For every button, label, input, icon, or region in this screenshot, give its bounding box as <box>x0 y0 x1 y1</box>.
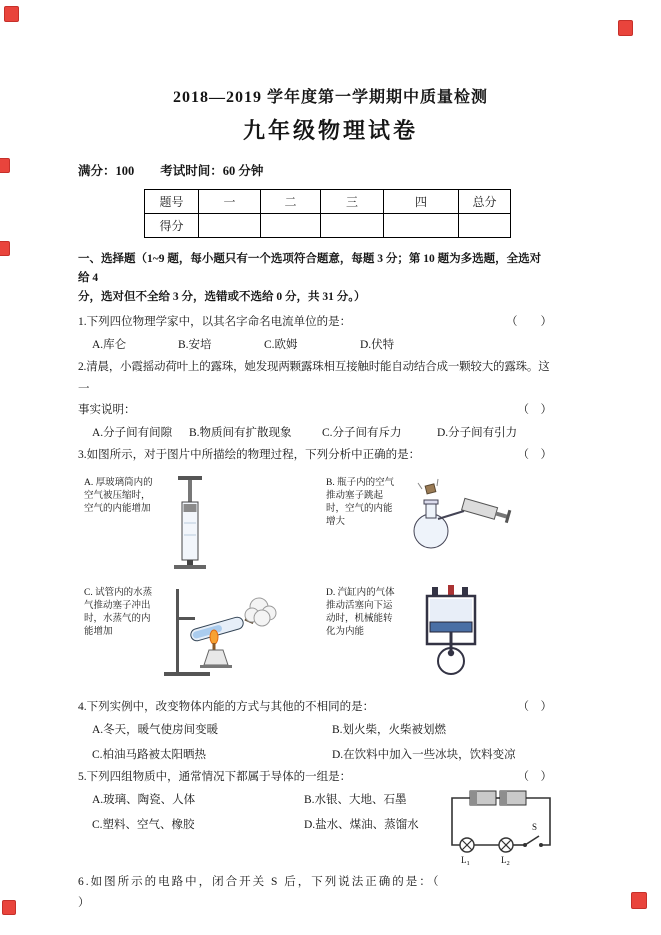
duration-label: 考试时间：60 分钟 <box>160 164 264 178</box>
score-table-header-cell: 三 <box>321 190 384 214</box>
section-heading-line-1: 一、选择题（1~9 题，每小题只有一个选项符合题意，每题 3 分；第 10 题为多选题，全选对给 4 <box>78 253 542 284</box>
lamp-l2-label-sub: 2 <box>506 860 510 868</box>
question-1-options <box>92 333 552 357</box>
score-table-score-row <box>145 214 511 238</box>
question-1 <box>78 312 552 357</box>
question-3-figure-grid <box>84 473 552 687</box>
question-2-option-a: A.分子间有间隙 <box>92 427 173 440</box>
question-4-option-b: B.划火柴，火柴被划燃 <box>332 723 447 736</box>
question-5-answer-blank: （ ） <box>517 771 552 784</box>
series-circuit-diagram <box>438 773 558 869</box>
question-4-option-c: C.柏油马路被太阳晒热 <box>92 748 207 761</box>
question-2-option-c: C.分子间有斥力 <box>322 427 402 440</box>
question-4-options <box>92 718 552 767</box>
syringe-compression-figure <box>162 473 218 575</box>
flask-pump-figure <box>404 473 516 555</box>
full-score-label: 满分：100 <box>78 164 135 178</box>
exam-meta-line <box>78 161 552 179</box>
question-5-options <box>92 788 444 837</box>
exam-body <box>78 161 552 914</box>
score-blank-cell <box>459 214 511 238</box>
lamp-l1-label: L <box>461 855 467 866</box>
question-4-option-d: D.在饮料中加入一些冰块，饮料变凉 <box>332 748 516 761</box>
question-6-text-line-1: 6.如图所示的电路中，闭合开关 S 后，下列说法正确的是：（ <box>78 875 441 888</box>
lamp-l1-label-sub: 1 <box>466 860 470 868</box>
score-table-header-cell: 二 <box>261 190 321 214</box>
score-table-header-cell: 总分 <box>459 190 511 214</box>
question-2 <box>78 357 552 445</box>
figure-d-caption: D. 汽缸内的气体推动活塞向下运动时，机械能转化为内能 <box>326 587 395 638</box>
score-table-header-cell: 一 <box>199 190 261 214</box>
question-1-option-a: A.库仑 <box>92 339 127 352</box>
switch-s-label: S <box>532 822 538 833</box>
score-blank-cell <box>199 214 261 238</box>
question-1-option-c: C.欧姆 <box>264 339 298 352</box>
score-blank-cell <box>261 214 321 238</box>
svg-text:L1 <box>461 855 470 867</box>
question-5-text: 5.下列四组物质中，通常情况下都属于导体的一组是： <box>78 771 352 784</box>
question-6 <box>78 872 552 915</box>
figure-c <box>84 583 312 679</box>
question-1-answer-blank: （ ） <box>506 315 552 328</box>
exam-subtitle: 九年级物理试卷 <box>242 118 418 143</box>
question-5-option-d: D.盐水、煤油、蒸馏水 <box>304 819 419 832</box>
figure-b <box>326 473 550 575</box>
question-4 <box>78 697 552 768</box>
exam-title: 2018—2019 学年度第一学期期中质量检测 <box>172 89 488 106</box>
question-5-option-c: C.塑料、空气、橡胶 <box>92 819 195 832</box>
question-2-text-line-1: 2.清晨，小霞摇动荷叶上的露珠，她发现两颗露珠相互接触时能自动结合成一颗较大的露珠。这一 <box>78 361 550 395</box>
score-blank-cell <box>384 214 459 238</box>
question-4-text: 4.下列实例中，改变物体内能的方式与其他的不相同的是： <box>78 700 375 713</box>
question-1-option-d: D.伏特 <box>360 339 395 352</box>
figure-a <box>84 473 312 575</box>
question-6-text-line-2: ） <box>78 897 90 910</box>
question-4-answer-blank: （ ） <box>517 700 552 713</box>
engine-cylinder-figure <box>404 583 500 679</box>
question-2-option-b: B.物质间有扩散现象 <box>189 427 292 440</box>
question-5 <box>78 767 552 868</box>
red-stamp-bottom-left <box>2 900 16 915</box>
score-table <box>144 189 511 238</box>
question-3-answer-blank: （ ） <box>517 449 552 462</box>
red-stamp-bottom-right <box>631 892 647 909</box>
figure-a-caption: A. 厚玻璃筒内的空气被压缩时，空气的内能增加 <box>84 477 153 515</box>
score-table-header-row <box>145 190 511 214</box>
lamp-l1 <box>460 838 474 852</box>
question-4-option-a: A.冬天，暖气使房间变暖 <box>92 723 219 736</box>
red-stamp-left-1 <box>0 158 10 173</box>
figure-b-caption: B. 瓶子内的空气推动塞子跳起时，空气的内能增大 <box>326 477 395 528</box>
red-stamp-top-right <box>618 20 633 36</box>
question-2-answer-blank: （ ） <box>517 403 552 416</box>
question-6-circuit-figure <box>438 773 558 872</box>
test-tube-steam-figure <box>162 583 284 679</box>
question-1-option-b: B.安培 <box>178 339 212 352</box>
question-2-option-d: D.分子间有引力 <box>437 427 518 440</box>
question-2-options <box>92 421 552 445</box>
score-blank-cell <box>321 214 384 238</box>
figure-c-caption: C. 试管内的水蒸气推动塞子冲出时，水蒸气的内能增加 <box>84 587 153 638</box>
lamp-l2 <box>499 838 513 852</box>
question-3 <box>78 445 552 686</box>
svg-text:L2 <box>501 855 510 867</box>
figure-d <box>326 583 550 679</box>
question-1-text: 1.下列四位物理学家中，以其名字命名电流单位的是： <box>78 315 352 328</box>
score-row-label: 得分 <box>145 214 199 238</box>
score-table-header-cell: 题号 <box>145 190 199 214</box>
switch-s <box>523 836 543 847</box>
question-5-option-a: A.玻璃、陶瓷、人体 <box>92 794 196 807</box>
score-table-header-cell: 四 <box>384 190 459 214</box>
section-heading-line-2: 分，选对但不全给 3 分，选错或不选给 0 分，共 31 分。） <box>78 290 366 303</box>
question-2-text-line-2: 事实说明： <box>78 403 136 416</box>
red-stamp-top-left <box>4 6 19 22</box>
steam-cloud <box>245 598 276 626</box>
question-3-text: 3.如图所示，对于图片中所描绘的物理过程，下列分析中正确的是： <box>78 449 421 462</box>
lamp-l2-label: L <box>501 855 507 866</box>
section-1-heading <box>78 250 552 307</box>
question-5-option-b: B.水银、大地、石墨 <box>304 794 407 807</box>
red-stamp-left-2 <box>0 241 10 256</box>
